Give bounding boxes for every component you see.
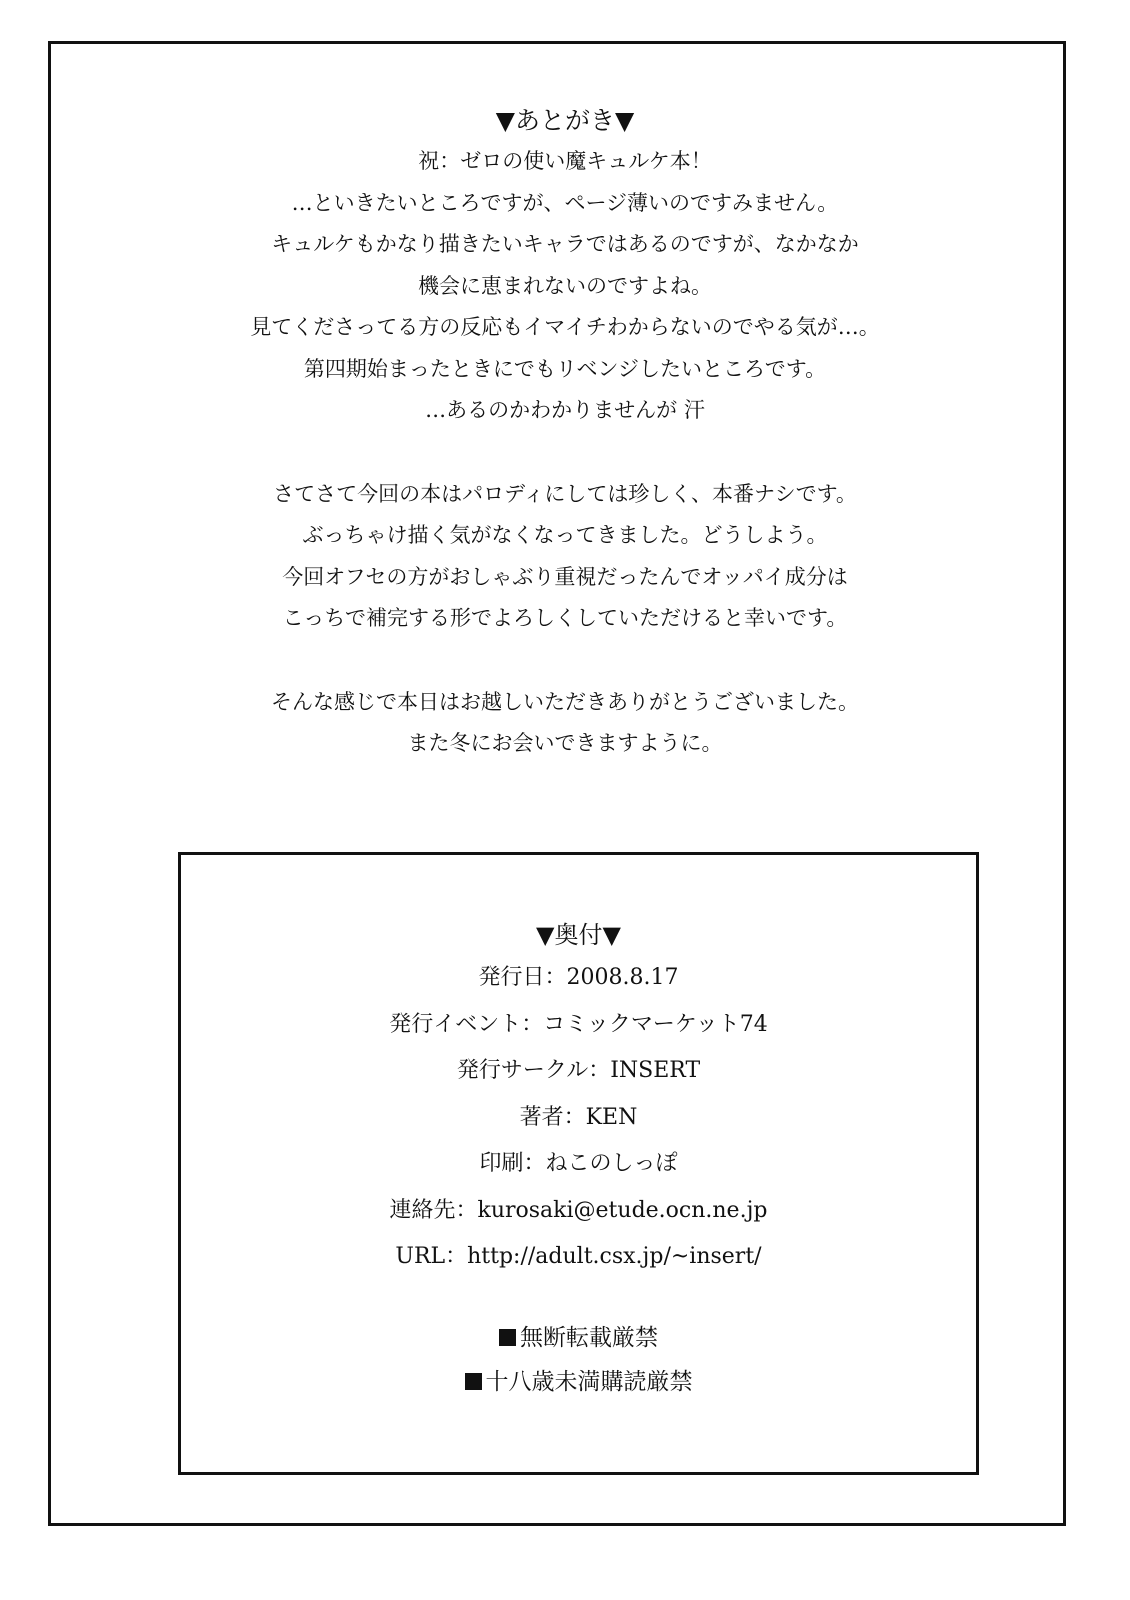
afterword-line: こっちで補完する形でよろしくしていただけると幸いです。 xyxy=(282,606,848,630)
colophon-event: 発行イベント：コミックマーケット74 xyxy=(389,1011,768,1037)
afterword-line: 見てくださってる方の反応もイマイチわからないのでやる気が…。 xyxy=(250,315,880,339)
colophon-publish-date: 発行日：2008.8.17 xyxy=(478,965,679,990)
afterword-line: …あるのかわかりませんが 汗 xyxy=(425,398,705,422)
colophon-contact: 連絡先：kurosaki@etude.ocn.ne.jp xyxy=(389,1197,768,1223)
afterword-line: さてさて今回の本はパロディにしては珍しく、本番ナシです。 xyxy=(273,481,857,506)
notice-no-reprint xyxy=(181,1316,976,1360)
black-square-icon xyxy=(465,1373,482,1390)
black-square-icon xyxy=(499,1329,516,1346)
section-spacer xyxy=(181,1281,976,1316)
afterword-section xyxy=(100,101,1030,765)
afterword-line: そんな感じで本日はお越しいただきありがとうございました。 xyxy=(271,689,859,714)
afterword-line: キュルケもかなり描きたいキャラではあるのですが、なかなか xyxy=(271,232,859,256)
notice-text: 十八歳未満購読厳禁 xyxy=(485,1368,693,1395)
afterword-title: ▼あとがき▼ xyxy=(495,106,635,135)
afterword-line: 第四期始まったときにでもリベンジしたいところです。 xyxy=(303,356,827,381)
paragraph-spacer xyxy=(100,432,1030,474)
colophon-printer: 印刷：ねこのしっぽ xyxy=(479,1151,678,1176)
afterword-line: …といきたいところですが、ページ薄いのですみません。 xyxy=(291,190,839,215)
colophon-section xyxy=(181,915,976,1404)
notice-text: 無断転載厳禁 xyxy=(520,1324,658,1351)
afterword-line: ぶっちゃけ描く気がなくなってきました。どうしよう。 xyxy=(302,523,828,547)
paragraph-spacer xyxy=(100,640,1030,682)
colophon-title: ▼奥付▼ xyxy=(536,921,621,949)
afterword-line: また冬にお会いできますように。 xyxy=(407,731,723,755)
afterword-line: 祝：ゼロの使い魔キュルケ本！ xyxy=(418,149,712,173)
colophon-box xyxy=(178,852,979,1475)
notice-age-restriction xyxy=(181,1360,976,1404)
colophon-author: 著者：KEN xyxy=(519,1104,638,1130)
afterword-line: 機会に恵まれないのですよね。 xyxy=(418,273,712,298)
colophon-url: URL：http://adult.csx.jp/~insert/ xyxy=(395,1244,762,1269)
afterword-line: 今回オフセの方がおしゃぶり重視だったんでオッパイ成分は xyxy=(282,564,848,589)
colophon-circle: 発行サークル：INSERT xyxy=(456,1058,701,1083)
